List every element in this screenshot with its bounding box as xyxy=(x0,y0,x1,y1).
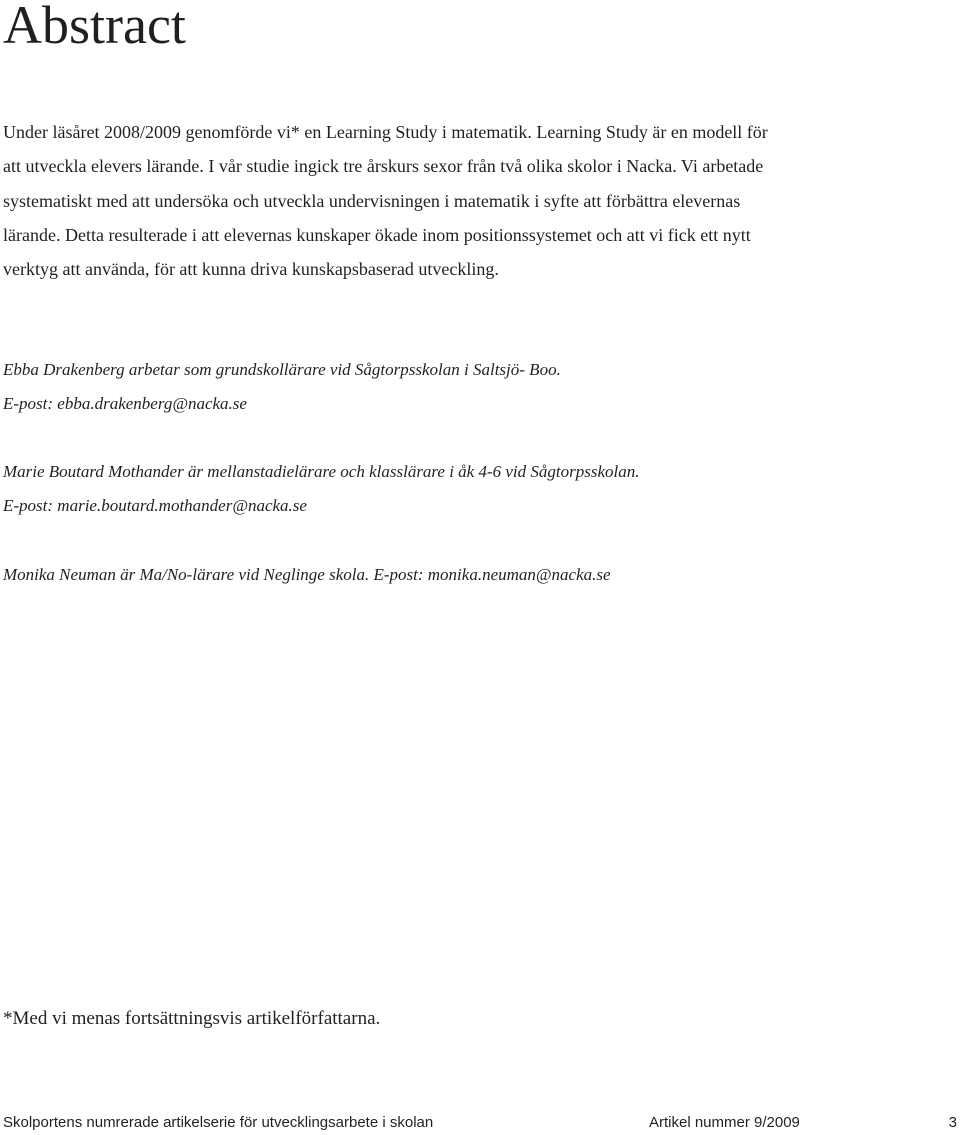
footnote: *Med vi menas fortsättningsvis artikelförfattarna. xyxy=(3,1008,381,1029)
abstract-text: Under läsåret 2008/2009 genomförde vi* en Learning Study i matematik. Learning Study är en modell för att utveckla elevers lärande. I vår studie ingick tre årskurs sexor från två olika skolor i Nacka. Vi arbetade systematiskt med att undersöka och utveckla undervisningen i matematik i syfte att förbättra elevernas lärande. Detta resulterade i att elevernas kunskaper ökade inom positionssystemet och att vi fick ett nytt verktyg att använda, för att kunna driva kunskapsbaserad utveckling. xyxy=(3,122,768,280)
author-bio: Monika Neuman är Ma/No-lärare vid Neglinge skola. E-post: monika.neuman@nacka.se xyxy=(3,565,611,584)
author-info-boutard-mothander xyxy=(3,455,640,523)
author-email: E-post: marie.boutard.mothander@nacka.se xyxy=(3,496,307,515)
author-email: E-post: ebba.drakenberg@nacka.se xyxy=(3,394,247,413)
author-bio: Marie Boutard Mothander är mellanstadielärare och klasslärare i åk 4-6 vid Sågtorpsskolan. xyxy=(3,462,640,481)
page-number: 3 xyxy=(948,1114,957,1131)
footer-article-number: Artikel nummer 9/2009 xyxy=(649,1114,800,1131)
page-title: Abstract xyxy=(3,0,186,55)
author-info-neuman xyxy=(3,558,611,592)
footer-series-title: Skolportens numrerade artikelserie för utvecklingsarbete i skolan xyxy=(3,1114,434,1131)
author-bio: Ebba Drakenberg arbetar som grundskollärare vid Sågtorpsskolan i Saltsjö- Boo. xyxy=(3,360,561,379)
page-footer xyxy=(3,1112,957,1134)
author-info-drakenberg xyxy=(3,353,561,421)
